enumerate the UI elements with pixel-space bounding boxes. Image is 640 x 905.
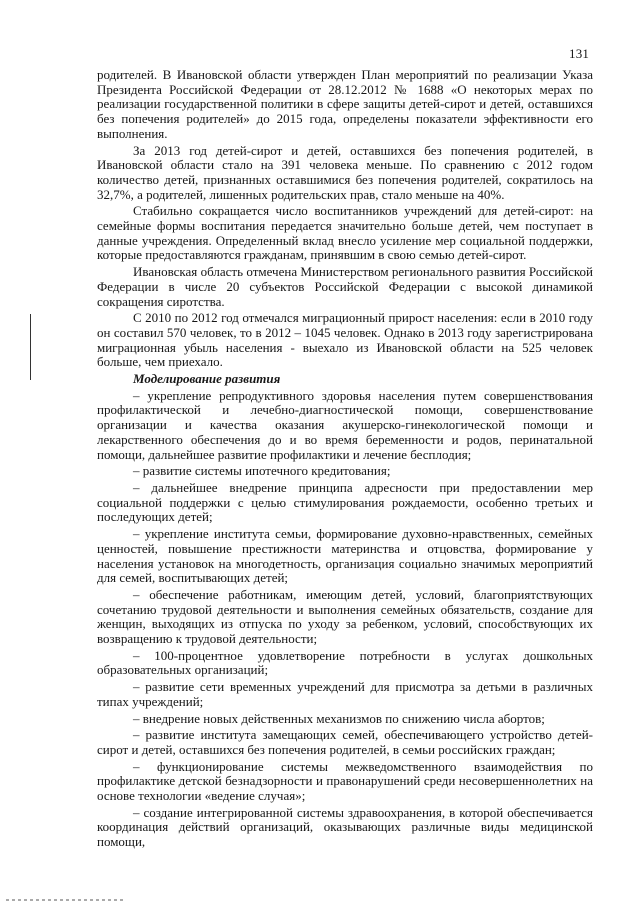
paragraph-continuation: родителей. В Ивановской области утвержден План мероприятий по реализации Указа Президента Российской Федерации от 28.12.2012 № 1688 «О некоторых мерах по реализации государственной политики в сфере защиты детей-сирот и детей, оставшихся без попечения родителей» до 2015 года, определены показатели эффективности его выполнения. <box>97 67 593 141</box>
document-body <box>97 68 593 852</box>
list-item: – укрепление института семьи, формирование духовно-нравственных, семейных ценностей, повышение престижности материнства и отцовства, формирование у населения установок на многодетность, организация социально значимых мероприятий для семей, воспитывающих детей; <box>97 526 593 586</box>
section-heading: Моделирование развития <box>133 371 281 387</box>
list-item: – создание интегрированной системы здравоохранения, в которой обеспечивается координация действий организаций, оказывающих различные виды медицинской помощи, <box>97 804 593 850</box>
list-item: – 100-процентное удовлетворение потребности в услугах дошкольных образовательных организаций; <box>97 647 593 678</box>
list-item: – обеспечение работникам, имеющим детей, условий, благоприятствующих сочетанию трудовой деятельности и выполнения семейных обязательств, создание для женщин, выходящих из отпуска по уходу за ребенком, условий, способствующих их возвращению к трудовой деятельности; <box>97 586 593 647</box>
list-item: – дальнейшее внедрение принципа адресности при предоставлении мер социальной поддержки с целью стимулирования рождаемости, особенно третьих и последующих детей; <box>97 479 593 525</box>
list-item: – развитие института замещающих семей, обеспечивающего устройство детей-сирот и детей, оставшихся без попечения родителей, в семьи российских граждан; <box>97 727 593 757</box>
page-number: 131 <box>569 46 590 61</box>
list-item: – укрепление репродуктивного здоровья населения путем совершенствования профилактической и лечебно-диагностической помощи, совершенствование организации и качества оказания акушерско-гинекологической помощи и лекарственного обеспечения до и во время беременности и родов, перинатальной помощи, дальнейшее развитие профилактики и лечение бесплодия; <box>97 387 593 462</box>
paragraph-institutions: Стабильно сокращается число воспитанников учреждений для детей-сирот: на семейные формы воспитания передается значительно больше детей, чем поступает в данные учреждения. Определенный вклад внесло усиление мер социальной поддержки, которые предоставляются гражданам, принявшим в свою семью детей-сирот. <box>97 203 593 263</box>
paragraph-orphan-statistics: За 2013 год детей-сирот и детей, оставшихся без попечения родителей, в Ивановской области стало на 391 человека меньше. По сравнению с 2012 годом количество детей, признанных оставшимися без попечения родителей, сократилось на 32,7%, а родителей, лишенных родительских прав, стало меньше на 40%. <box>97 142 593 202</box>
margin-line-mark <box>30 314 31 380</box>
list-item: – функционирование системы межведомственного взаимодействия по профилактике детской безнадзорности и правонарушений среди несовершеннолетних на основе технологии «ведение случая»; <box>97 758 593 804</box>
list-item: – развитие системы ипотечного кредитования; <box>133 463 391 479</box>
paragraph-migration: С 2010 по 2012 год отмечался миграционный прирост населения: если в 2010 году он составил 570 человек, то в 2012 – 1045 человек. Однако в 2013 году зарегистрирована миграционная убыль населения - выехало из Ивановской области на 525 человек больше, чем приехало. <box>97 310 593 370</box>
paragraph-ministry-recognition: Ивановская область отмечена Министерством регионального развития Российской Федерации в числе 20 субъектов Российской Федерации с высокой динамикой сокращения сиротства. <box>97 264 593 309</box>
list-item: – внедрение новых действенных механизмов по снижению числа абортов; <box>133 710 545 726</box>
list-item: – развитие сети временных учреждений для присмотра за детьми в различных типах учреждений; <box>97 679 593 709</box>
scan-footer-mark <box>6 899 126 901</box>
